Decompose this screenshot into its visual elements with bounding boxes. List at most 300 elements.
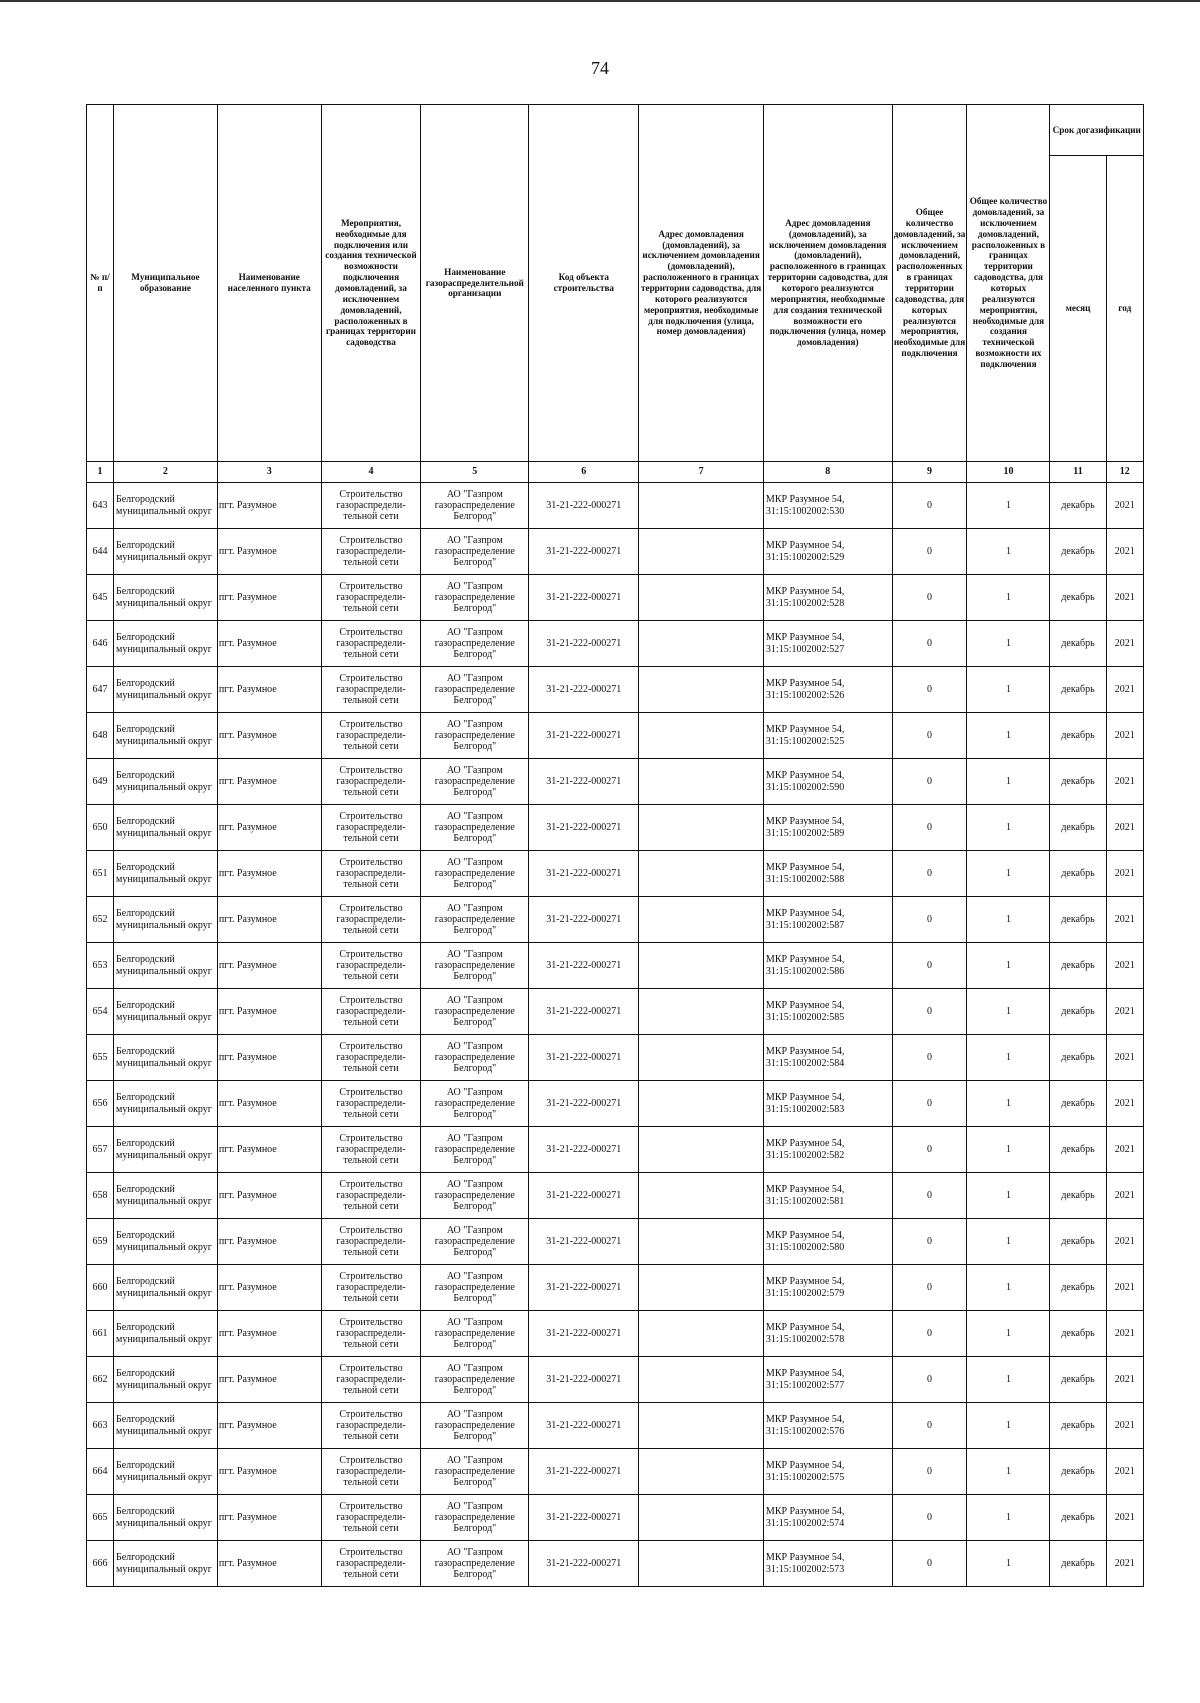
cell-row-number: 648: [87, 713, 114, 759]
column-number: 12: [1106, 462, 1143, 483]
cell-total-connection: 0: [892, 1449, 967, 1495]
table-row: [87, 1127, 1144, 1173]
cell-address-connection: [639, 1311, 764, 1357]
cell-year: 2021: [1106, 851, 1143, 897]
cell-address-technical: МКР Разумное 54, 31:15:1002002:579: [763, 1265, 892, 1311]
column-number: 10: [967, 462, 1050, 483]
cell-row-number: 643: [87, 483, 114, 529]
cell-address-technical: МКР Разумное 54, 31:15:1002002:527: [763, 621, 892, 667]
cell-address-technical: МКР Разумное 54, 31:15:1002002:530: [763, 483, 892, 529]
cell-total-connection: 0: [892, 851, 967, 897]
cell-settlement: пгт. Разумное: [217, 621, 321, 667]
cell-total-technical: 1: [967, 575, 1050, 621]
table-row: [87, 851, 1144, 897]
cell-gas-organization: АО "Газпром газораспределение Белгород": [421, 713, 529, 759]
cell-address-connection: [639, 1081, 764, 1127]
cell-municipality: Белгородский муниципальный округ: [113, 1449, 217, 1495]
cell-gas-organization: АО "Газпром газораспределение Белгород": [421, 1081, 529, 1127]
column-number: 6: [529, 462, 639, 483]
cell-address-connection: [639, 805, 764, 851]
table-body: [87, 483, 1144, 1587]
cell-measure: Строительство газораспредели-тельной сети: [321, 805, 421, 851]
header-row-top: [87, 105, 1144, 156]
cell-object-code: 31-21-222-000271: [529, 529, 639, 575]
cell-settlement: пгт. Разумное: [217, 1127, 321, 1173]
cell-total-technical: 1: [967, 1035, 1050, 1081]
cell-measure: Строительство газораспредели-тельной сети: [321, 1449, 421, 1495]
cell-month: декабрь: [1050, 1357, 1106, 1403]
cell-measure: Строительство газораспредели-тельной сети: [321, 943, 421, 989]
table-row: [87, 529, 1144, 575]
table-row: [87, 1541, 1144, 1587]
cell-total-technical: 1: [967, 943, 1050, 989]
cell-total-connection: 0: [892, 759, 967, 805]
cell-municipality: Белгородский муниципальный округ: [113, 713, 217, 759]
cell-object-code: 31-21-222-000271: [529, 1541, 639, 1587]
cell-year: 2021: [1106, 483, 1143, 529]
cell-month: декабрь: [1050, 1449, 1106, 1495]
cell-total-connection: 0: [892, 1219, 967, 1265]
cell-year: 2021: [1106, 1357, 1143, 1403]
cell-address-connection: [639, 1495, 764, 1541]
cell-row-number: 666: [87, 1541, 114, 1587]
cell-municipality: Белгородский муниципальный округ: [113, 1495, 217, 1541]
table-row: [87, 1403, 1144, 1449]
cell-settlement: пгт. Разумное: [217, 1357, 321, 1403]
cell-year: 2021: [1106, 943, 1143, 989]
cell-address-technical: МКР Разумное 54, 31:15:1002002:526: [763, 667, 892, 713]
cell-object-code: 31-21-222-000271: [529, 1081, 639, 1127]
cell-settlement: пгт. Разумное: [217, 483, 321, 529]
cell-total-connection: 0: [892, 1311, 967, 1357]
page-number: 74: [591, 58, 609, 78]
cell-gas-organization: АО "Газпром газораспределение Белгород": [421, 897, 529, 943]
cell-measure: Строительство газораспредели-тельной сети: [321, 713, 421, 759]
cell-settlement: пгт. Разумное: [217, 897, 321, 943]
cell-total-connection: 0: [892, 1403, 967, 1449]
cell-address-connection: [639, 1403, 764, 1449]
cell-total-technical: 1: [967, 989, 1050, 1035]
table-row: [87, 575, 1144, 621]
cell-settlement: пгт. Разумное: [217, 805, 321, 851]
cell-month: декабрь: [1050, 1541, 1106, 1587]
cell-address-technical: МКР Разумное 54, 31:15:1002002:586: [763, 943, 892, 989]
table-row: [87, 1081, 1144, 1127]
cell-row-number: 661: [87, 1311, 114, 1357]
cell-settlement: пгт. Разумное: [217, 1035, 321, 1081]
cell-settlement: пгт. Разумное: [217, 851, 321, 897]
cell-row-number: 658: [87, 1173, 114, 1219]
cell-object-code: 31-21-222-000271: [529, 943, 639, 989]
table-row: [87, 1173, 1144, 1219]
table-row: [87, 1219, 1144, 1265]
cell-municipality: Белгородский муниципальный округ: [113, 1403, 217, 1449]
cell-address-technical: МКР Разумное 54, 31:15:1002002:529: [763, 529, 892, 575]
cell-gas-organization: АО "Газпром газораспределение Белгород": [421, 621, 529, 667]
cell-row-number: 663: [87, 1403, 114, 1449]
cell-year: 2021: [1106, 897, 1143, 943]
cell-month: декабрь: [1050, 1311, 1106, 1357]
cell-municipality: Белгородский муниципальный округ: [113, 1357, 217, 1403]
cell-year: 2021: [1106, 1265, 1143, 1311]
cell-municipality: Белгородский муниципальный округ: [113, 897, 217, 943]
cell-municipality: Белгородский муниципальный округ: [113, 759, 217, 805]
cell-address-technical: МКР Разумное 54, 31:15:1002002:580: [763, 1219, 892, 1265]
cell-year: 2021: [1106, 1449, 1143, 1495]
cell-gas-organization: АО "Газпром газораспределение Белгород": [421, 1311, 529, 1357]
cell-row-number: 647: [87, 667, 114, 713]
cell-total-connection: 0: [892, 713, 967, 759]
cell-measure: Строительство газораспредели-тельной сети: [321, 1403, 421, 1449]
cell-address-connection: [639, 1541, 764, 1587]
cell-row-number: 660: [87, 1265, 114, 1311]
header-municipality: Муниципальное образование: [113, 105, 217, 462]
cell-settlement: пгт. Разумное: [217, 1311, 321, 1357]
cell-total-technical: 1: [967, 805, 1050, 851]
cell-row-number: 655: [87, 1035, 114, 1081]
cell-total-connection: 0: [892, 621, 967, 667]
cell-month: декабрь: [1050, 529, 1106, 575]
cell-address-technical: МКР Разумное 54, 31:15:1002002:583: [763, 1081, 892, 1127]
cell-address-technical: МКР Разумное 54, 31:15:1002002:575: [763, 1449, 892, 1495]
cell-address-technical: МКР Разумное 54, 31:15:1002002:581: [763, 1173, 892, 1219]
cell-settlement: пгт. Разумное: [217, 943, 321, 989]
cell-municipality: Белгородский муниципальный округ: [113, 621, 217, 667]
cell-settlement: пгт. Разумное: [217, 989, 321, 1035]
cell-year: 2021: [1106, 1495, 1143, 1541]
cell-measure: Строительство газораспредели-тельной сети: [321, 1311, 421, 1357]
cell-object-code: 31-21-222-000271: [529, 1311, 639, 1357]
cell-total-technical: 1: [967, 483, 1050, 529]
cell-settlement: пгт. Разумное: [217, 575, 321, 621]
cell-municipality: Белгородский муниципальный округ: [113, 1265, 217, 1311]
cell-address-connection: [639, 943, 764, 989]
cell-total-connection: 0: [892, 575, 967, 621]
cell-address-connection: [639, 759, 764, 805]
column-number: 5: [421, 462, 529, 483]
cell-year: 2021: [1106, 1081, 1143, 1127]
cell-municipality: Белгородский муниципальный округ: [113, 851, 217, 897]
cell-total-technical: 1: [967, 1495, 1050, 1541]
cell-month: декабрь: [1050, 851, 1106, 897]
cell-month: декабрь: [1050, 1127, 1106, 1173]
cell-year: 2021: [1106, 621, 1143, 667]
cell-total-technical: 1: [967, 1357, 1050, 1403]
cell-total-technical: 1: [967, 851, 1050, 897]
cell-year: 2021: [1106, 1173, 1143, 1219]
cell-measure: Строительство газораспредели-тельной сети: [321, 1127, 421, 1173]
top-rule: [0, 0, 1200, 2]
cell-object-code: 31-21-222-000271: [529, 1127, 639, 1173]
cell-row-number: 665: [87, 1495, 114, 1541]
cell-settlement: пгт. Разумное: [217, 529, 321, 575]
cell-object-code: 31-21-222-000271: [529, 1265, 639, 1311]
cell-gas-organization: АО "Газпром газораспределение Белгород": [421, 805, 529, 851]
cell-year: 2021: [1106, 575, 1143, 621]
table-row: [87, 897, 1144, 943]
cell-year: 2021: [1106, 989, 1143, 1035]
cell-object-code: 31-21-222-000271: [529, 483, 639, 529]
cell-address-technical: МКР Разумное 54, 31:15:1002002:588: [763, 851, 892, 897]
header-term: Срок догазификации: [1050, 105, 1144, 156]
cell-measure: Строительство газораспредели-тельной сети: [321, 667, 421, 713]
cell-total-technical: 1: [967, 1219, 1050, 1265]
cell-total-technical: 1: [967, 1265, 1050, 1311]
cell-measure: Строительство газораспредели-тельной сети: [321, 1541, 421, 1587]
cell-measure: Строительство газораспредели-тельной сети: [321, 483, 421, 529]
column-number: 11: [1050, 462, 1106, 483]
cell-year: 2021: [1106, 1035, 1143, 1081]
header-year: год: [1106, 156, 1143, 462]
cell-row-number: 654: [87, 989, 114, 1035]
cell-row-number: 656: [87, 1081, 114, 1127]
cell-address-connection: [639, 989, 764, 1035]
cell-month: декабрь: [1050, 989, 1106, 1035]
table-row: [87, 667, 1144, 713]
table-row: [87, 1035, 1144, 1081]
cell-address-technical: МКР Разумное 54, 31:15:1002002:525: [763, 713, 892, 759]
cell-measure: Строительство газораспредели-тельной сети: [321, 897, 421, 943]
cell-gas-organization: АО "Газпром газораспределение Белгород": [421, 851, 529, 897]
cell-month: декабрь: [1050, 1403, 1106, 1449]
cell-row-number: 653: [87, 943, 114, 989]
cell-object-code: 31-21-222-000271: [529, 1357, 639, 1403]
cell-year: 2021: [1106, 1311, 1143, 1357]
cell-month: декабрь: [1050, 575, 1106, 621]
cell-year: 2021: [1106, 529, 1143, 575]
header-total-technical: Общее количество домовладений, за исключением домовладений, расположенных в границах территории садоводства, для которых реализуются мероприятия, необходимые для создания технической возможности их подключения: [967, 105, 1050, 462]
cell-total-technical: 1: [967, 1449, 1050, 1495]
cell-object-code: 31-21-222-000271: [529, 713, 639, 759]
cell-total-connection: 0: [892, 1081, 967, 1127]
cell-object-code: 31-21-222-000271: [529, 1495, 639, 1541]
cell-month: декабрь: [1050, 1081, 1106, 1127]
cell-address-connection: [639, 667, 764, 713]
column-number: 2: [113, 462, 217, 483]
cell-municipality: Белгородский муниципальный округ: [113, 575, 217, 621]
cell-object-code: 31-21-222-000271: [529, 1219, 639, 1265]
cell-measure: Строительство газораспредели-тельной сети: [321, 759, 421, 805]
cell-address-technical: МКР Разумное 54, 31:15:1002002:573: [763, 1541, 892, 1587]
column-numbers-row: [87, 462, 1144, 483]
gasification-table: [86, 104, 1144, 1587]
cell-year: 2021: [1106, 1541, 1143, 1587]
cell-total-connection: 0: [892, 1495, 967, 1541]
cell-total-technical: 1: [967, 621, 1050, 667]
cell-measure: Строительство газораспредели-тельной сети: [321, 529, 421, 575]
cell-gas-organization: АО "Газпром газораспределение Белгород": [421, 667, 529, 713]
cell-municipality: Белгородский муниципальный округ: [113, 943, 217, 989]
table-row: [87, 1357, 1144, 1403]
header-settlement: Наименование населенного пункта: [217, 105, 321, 462]
cell-year: 2021: [1106, 759, 1143, 805]
cell-settlement: пгт. Разумное: [217, 713, 321, 759]
gasification-table-wrapper: [86, 104, 1144, 1587]
cell-total-technical: 1: [967, 1173, 1050, 1219]
cell-month: декабрь: [1050, 1495, 1106, 1541]
cell-year: 2021: [1106, 1403, 1143, 1449]
cell-total-connection: 0: [892, 1127, 967, 1173]
cell-year: 2021: [1106, 713, 1143, 759]
cell-row-number: 644: [87, 529, 114, 575]
cell-month: декабрь: [1050, 1265, 1106, 1311]
cell-gas-organization: АО "Газпром газораспределение Белгород": [421, 529, 529, 575]
table-row: [87, 759, 1144, 805]
cell-total-technical: 1: [967, 759, 1050, 805]
cell-month: декабрь: [1050, 759, 1106, 805]
cell-address-technical: МКР Разумное 54, 31:15:1002002:578: [763, 1311, 892, 1357]
header-gas-organization: Наименование газораспределительной организации: [421, 105, 529, 462]
cell-total-connection: 0: [892, 943, 967, 989]
column-number: 7: [639, 462, 764, 483]
cell-address-technical: МКР Разумное 54, 31:15:1002002:589: [763, 805, 892, 851]
cell-settlement: пгт. Разумное: [217, 667, 321, 713]
cell-gas-organization: АО "Газпром газораспределение Белгород": [421, 1173, 529, 1219]
cell-month: декабрь: [1050, 667, 1106, 713]
cell-measure: Строительство газораспредели-тельной сети: [321, 1357, 421, 1403]
cell-address-technical: МКР Разумное 54, 31:15:1002002:576: [763, 1403, 892, 1449]
cell-municipality: Белгородский муниципальный округ: [113, 989, 217, 1035]
header-address-connection: Адрес домовладения (домовладений), за исключением домовладения (домовладений), расположенного в границах территории садоводства, для которого реализуются мероприятия, необходимые для подключения (улица, номер домовладения): [639, 105, 764, 462]
cell-municipality: Белгородский муниципальный округ: [113, 1311, 217, 1357]
cell-total-connection: 0: [892, 1265, 967, 1311]
header-no: № п/п: [87, 105, 114, 462]
cell-gas-organization: АО "Газпром газораспределение Белгород": [421, 989, 529, 1035]
cell-settlement: пгт. Разумное: [217, 759, 321, 805]
column-number: 8: [763, 462, 892, 483]
cell-settlement: пгт. Разумное: [217, 1495, 321, 1541]
cell-gas-organization: АО "Газпром газораспределение Белгород": [421, 575, 529, 621]
column-number: 4: [321, 462, 421, 483]
cell-total-connection: 0: [892, 1541, 967, 1587]
cell-address-technical: МКР Разумное 54, 31:15:1002002:528: [763, 575, 892, 621]
cell-address-technical: МКР Разумное 54, 31:15:1002002:577: [763, 1357, 892, 1403]
table-row: [87, 1449, 1144, 1495]
cell-year: 2021: [1106, 1127, 1143, 1173]
cell-row-number: 659: [87, 1219, 114, 1265]
cell-total-connection: 0: [892, 1035, 967, 1081]
cell-measure: Строительство газораспредели-тельной сети: [321, 1035, 421, 1081]
cell-total-technical: 1: [967, 1311, 1050, 1357]
cell-total-connection: 0: [892, 805, 967, 851]
cell-address-technical: МКР Разумное 54, 31:15:1002002:574: [763, 1495, 892, 1541]
cell-settlement: пгт. Разумное: [217, 1541, 321, 1587]
cell-settlement: пгт. Разумное: [217, 1265, 321, 1311]
table-row: [87, 805, 1144, 851]
cell-gas-organization: АО "Газпром газораспределение Белгород": [421, 1403, 529, 1449]
cell-total-connection: 0: [892, 667, 967, 713]
cell-object-code: 31-21-222-000271: [529, 667, 639, 713]
cell-measure: Строительство газораспредели-тельной сети: [321, 851, 421, 897]
cell-total-technical: 1: [967, 667, 1050, 713]
cell-row-number: 646: [87, 621, 114, 667]
cell-year: 2021: [1106, 667, 1143, 713]
cell-month: декабрь: [1050, 805, 1106, 851]
cell-municipality: Белгородский муниципальный округ: [113, 1081, 217, 1127]
cell-year: 2021: [1106, 1219, 1143, 1265]
table-row: [87, 989, 1144, 1035]
header-address-technical: Адрес домовладения (домовладений), за исключением домовладения (домовладений), расположенного в границах территории садоводства, для которого реализуются мероприятия, необходимые для создания технической возможности его подключения (улица, номер домовладения): [763, 105, 892, 462]
cell-total-technical: 1: [967, 1081, 1050, 1127]
column-number: 3: [217, 462, 321, 483]
cell-address-connection: [639, 1357, 764, 1403]
cell-total-technical: 1: [967, 1403, 1050, 1449]
cell-address-connection: [639, 1173, 764, 1219]
table-row: [87, 1265, 1144, 1311]
cell-object-code: 31-21-222-000271: [529, 575, 639, 621]
cell-measure: Строительство газораспредели-тельной сети: [321, 989, 421, 1035]
cell-gas-organization: АО "Газпром газораспределение Белгород": [421, 759, 529, 805]
cell-measure: Строительство газораспредели-тельной сети: [321, 1081, 421, 1127]
cell-month: декабрь: [1050, 483, 1106, 529]
cell-address-technical: МКР Разумное 54, 31:15:1002002:590: [763, 759, 892, 805]
cell-total-technical: 1: [967, 1541, 1050, 1587]
cell-municipality: Белгородский муниципальный округ: [113, 529, 217, 575]
cell-address-connection: [639, 897, 764, 943]
cell-total-connection: 0: [892, 529, 967, 575]
cell-total-connection: 0: [892, 1357, 967, 1403]
cell-municipality: Белгородский муниципальный округ: [113, 1173, 217, 1219]
cell-row-number: 664: [87, 1449, 114, 1495]
cell-municipality: Белгородский муниципальный округ: [113, 667, 217, 713]
cell-gas-organization: АО "Газпром газораспределение Белгород": [421, 943, 529, 989]
cell-total-technical: 1: [967, 897, 1050, 943]
cell-object-code: 31-21-222-000271: [529, 805, 639, 851]
cell-object-code: 31-21-222-000271: [529, 759, 639, 805]
cell-gas-organization: АО "Газпром газораспределение Белгород": [421, 1127, 529, 1173]
cell-settlement: пгт. Разумное: [217, 1219, 321, 1265]
table-row: [87, 621, 1144, 667]
column-number: 9: [892, 462, 967, 483]
cell-row-number: 651: [87, 851, 114, 897]
cell-municipality: Белгородский муниципальный округ: [113, 483, 217, 529]
cell-row-number: 650: [87, 805, 114, 851]
cell-measure: Строительство газораспредели-тельной сети: [321, 1219, 421, 1265]
cell-gas-organization: АО "Газпром газораспределение Белгород": [421, 1541, 529, 1587]
cell-measure: Строительство газораспредели-тельной сети: [321, 621, 421, 667]
cell-municipality: Белгородский муниципальный округ: [113, 1219, 217, 1265]
cell-total-technical: 1: [967, 529, 1050, 575]
cell-address-connection: [639, 483, 764, 529]
cell-month: декабрь: [1050, 943, 1106, 989]
cell-month: декабрь: [1050, 713, 1106, 759]
cell-municipality: Белгородский муниципальный округ: [113, 1035, 217, 1081]
cell-object-code: 31-21-222-000271: [529, 1403, 639, 1449]
cell-measure: Строительство газораспредели-тельной сети: [321, 1495, 421, 1541]
cell-total-connection: 0: [892, 483, 967, 529]
cell-month: декабрь: [1050, 1035, 1106, 1081]
cell-row-number: 645: [87, 575, 114, 621]
cell-row-number: 652: [87, 897, 114, 943]
cell-row-number: 649: [87, 759, 114, 805]
cell-municipality: Белгородский муниципальный округ: [113, 1541, 217, 1587]
cell-address-connection: [639, 529, 764, 575]
cell-measure: Строительство газораспредели-тельной сети: [321, 575, 421, 621]
header-object-code: Код объекта строительства: [529, 105, 639, 462]
cell-address-connection: [639, 621, 764, 667]
cell-month: декабрь: [1050, 1219, 1106, 1265]
cell-total-connection: 0: [892, 989, 967, 1035]
cell-municipality: Белгородский муниципальный округ: [113, 805, 217, 851]
cell-year: 2021: [1106, 805, 1143, 851]
table-row: [87, 943, 1144, 989]
cell-address-connection: [639, 1449, 764, 1495]
header-total-connection: Общее количество домовладений, за исключением домовладений, расположенных в границах территории садоводства, для которых реализуются мероприятия, необходимые для подключения: [892, 105, 967, 462]
header-month: месяц: [1050, 156, 1106, 462]
cell-settlement: пгт. Разумное: [217, 1081, 321, 1127]
cell-settlement: пгт. Разумное: [217, 1403, 321, 1449]
cell-gas-organization: АО "Газпром газораспределение Белгород": [421, 1495, 529, 1541]
